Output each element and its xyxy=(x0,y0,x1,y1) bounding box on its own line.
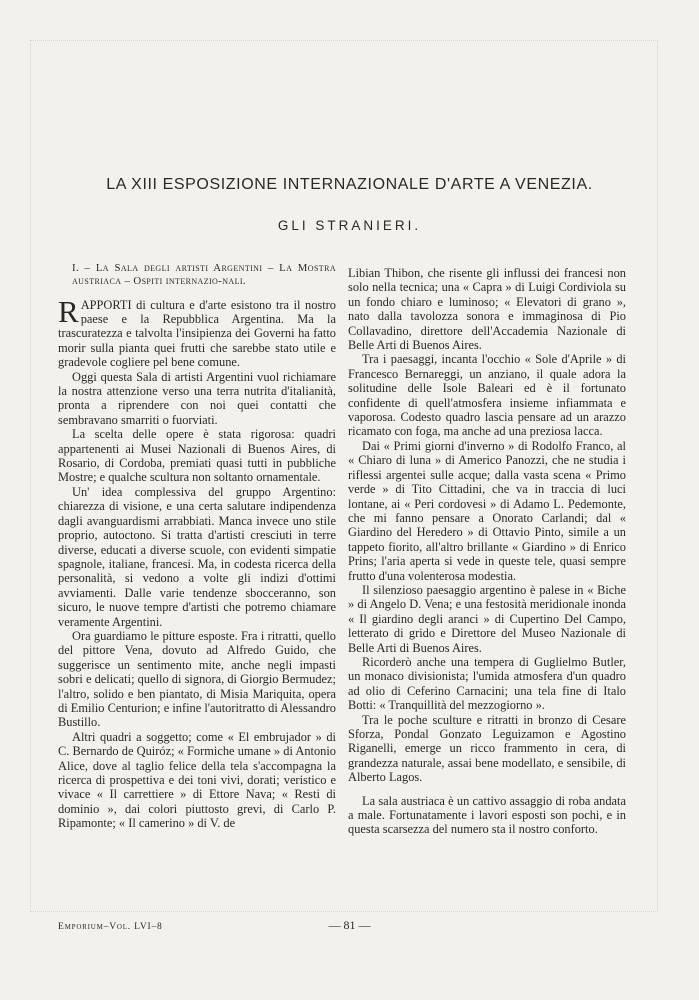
right-column xyxy=(348,266,626,837)
article-title: LA XIII ESPOSIZIONE INTERNAZIONALE D'ARTE A VENEZIA. xyxy=(106,176,593,193)
drop-cap: R xyxy=(58,293,79,329)
left-column xyxy=(58,262,336,831)
page-number: — 81 — xyxy=(328,918,371,932)
paragraph-4: Un' idea complessiva del gruppo Argentino: chiarezza di visione, e una certa salutare indipendenza dagli avanguardismi arrabbiati. Manca invece uno stile proprio, autoctono. Si tratta d'artisti cresciuti in terre diverse, educati a diverse scuole, con evidenti simpatie spagnole, italiane, francesi. Ma, in codesta ricerca della personalità, si vedono a volte gli indizi d'ottimi avviamenti. Dalle varie tendenze sbocceranno, son sicuro, le nuove tempre d'artisti che potremo chiamare veramente Argentini. xyxy=(58,484,336,629)
paragraph-3: La scelta delle opere è stata rigorosa: quadri appartenenti ai Musei Nazionali di Buenos Aires, di Rosario, di Cordoba, premiati quasi tutti in pubbliche Mostre; e qualche scultura non soltanto ornamentale. xyxy=(58,427,336,485)
paragraph-13: La sala austriaca è un cattivo assaggio di roba andata a male. Fortunatamente i lavori esposti son pochi, e in questa scarsezza del numero sta il nostro conforto. xyxy=(348,793,626,837)
paragraph-10: Il silenzioso paesaggio argentino è palese in « Biche » di Angelo D. Vena; e una festosità meridionale inonda « Il giardino degli aranci » di Cupertino Del Campo, letterato di grido e Direttore del Museo Nazionale di Belle Arti di Buenos Aires. xyxy=(348,582,626,655)
footer-journal-ref: Emporium–Vol. LVI–8 xyxy=(58,922,163,932)
paragraph-12: Tra le poche sculture e ritratti in bronzo di Cesare Sforza, Pondal Gonzato Leguizamon e Agostino Riganelli, emerge un ricco frammento in cera, di grandezza naturale, assai bene modellato, e sensibile, di Alberto Lagos. xyxy=(348,712,626,785)
article-subtitle: GLI STRANIERI. xyxy=(277,218,422,233)
paragraph-5: Ora guardiamo le pitture esposte. Fra i ritratti, quello del pittore Vena, dovuto ad Alfredo Guido, che suggerisce un sentimento mite, anche negli impasti sobri e delicati; quello di signora, di Giorgio Bermudez; l'altro, solido e ben piantato, di Misia Mariquita, opera di Emilio Centurion; e infine l'autoritratto di Alessandro Bustillo. xyxy=(58,628,336,730)
paragraph-8: Tra i paesaggi, incanta l'occhio « Sole d'Aprile » di Francesco Bernareggi, un anziano, il quale adora la solitudine delle Isole Baleari ed è il fortunato confidente di quell'atmosfera insieme infiammata e vaporosa. Codesto quadro lascia pensare ad un arazzo ricamato con foga, ma anche ad una preziosa lacca. xyxy=(348,352,626,439)
paragraph-11: Ricorderò anche una tempera di Guglielmo Butler, un monaco divisionista; l'umida atmosfera d'un quadro ad olio di Ceferino Carnacini; una tela fine di Italo Botti: « Tranquillità del mezzogiorno ». xyxy=(348,654,626,713)
paragraph-1-text: APPORTI di cultura e d'arte esistono tra il nostro paese e la Repubblica Argentina. Ma la trascuratezza e talvolta l'insipienza dei Governi ha fatto morir sulla pianta quei frutti che sarebbe stato utile e gradevole cogliere pel bene comune. xyxy=(58,297,336,370)
paragraph-9: Dai « Primi giorni d'inverno » di Rodolfo Franco, al « Chiaro di luna » di Americo Panozzi, che ne studia i riflessi argentei sulle acque; dalla vasta scena « Primo verde » di Tito Cittadini, che va in traccia di luci lontane, ai « Peri cordovesi » di Adamo L. Pedemonte, che mi fanno pensare a Onorato Carlandi; dal « Giardino del Heredero » di Ottavio Pinto, simile a un tappeto fiorito, all'altro brillante « Giardino » di Enrico Prins; l'aria aperta si vede in queste tele, quasi sempre frutto d'una volenterosa modestia. xyxy=(348,438,626,583)
paragraph-1 xyxy=(58,293,336,370)
paragraph-7: Libian Thibon, che risente gli influssi dei francesi non solo nella tecnica; una « Capra » di Luigi Cordiviola su un fondo chiaro e luminoso; « Elevatori di grano », nato dalla tavolozza sonora e immaginosa di Pio Collavadino, direttore dell'Accademia Nazionale di Belle Arti di Buenos Aires. xyxy=(348,266,626,353)
paragraph-6: Altri quadri a soggetto; come « El embrujador » di C. Bernardo de Quiróz; « Formiche umane » di Antonio Alice, dove al taglio felice della tela s'accompagna la ricerca di prospettiva e dei toni vivi, dorati; veristico e vivace « Il carrettiere » di Ettore Nava; « Resti di dominio », dai colori piuttosto grevi, di Carlo P. Ripamonte; « Il camerino » di V. de xyxy=(58,729,336,831)
section-heading: I. – La Sala degli artisti Argentini – La Mostra austriaca – Ospiti internazio-nali. xyxy=(72,262,336,287)
paragraph-2: Oggi questa Sala di artisti Argentini vuol richiamare la nostra attenzione verso una terra nutrita d'italianità, pronta a riprendere con noi quei contatti che sembravano smarriti o fuorviati. xyxy=(58,369,336,427)
paragraph-gap xyxy=(348,785,626,794)
